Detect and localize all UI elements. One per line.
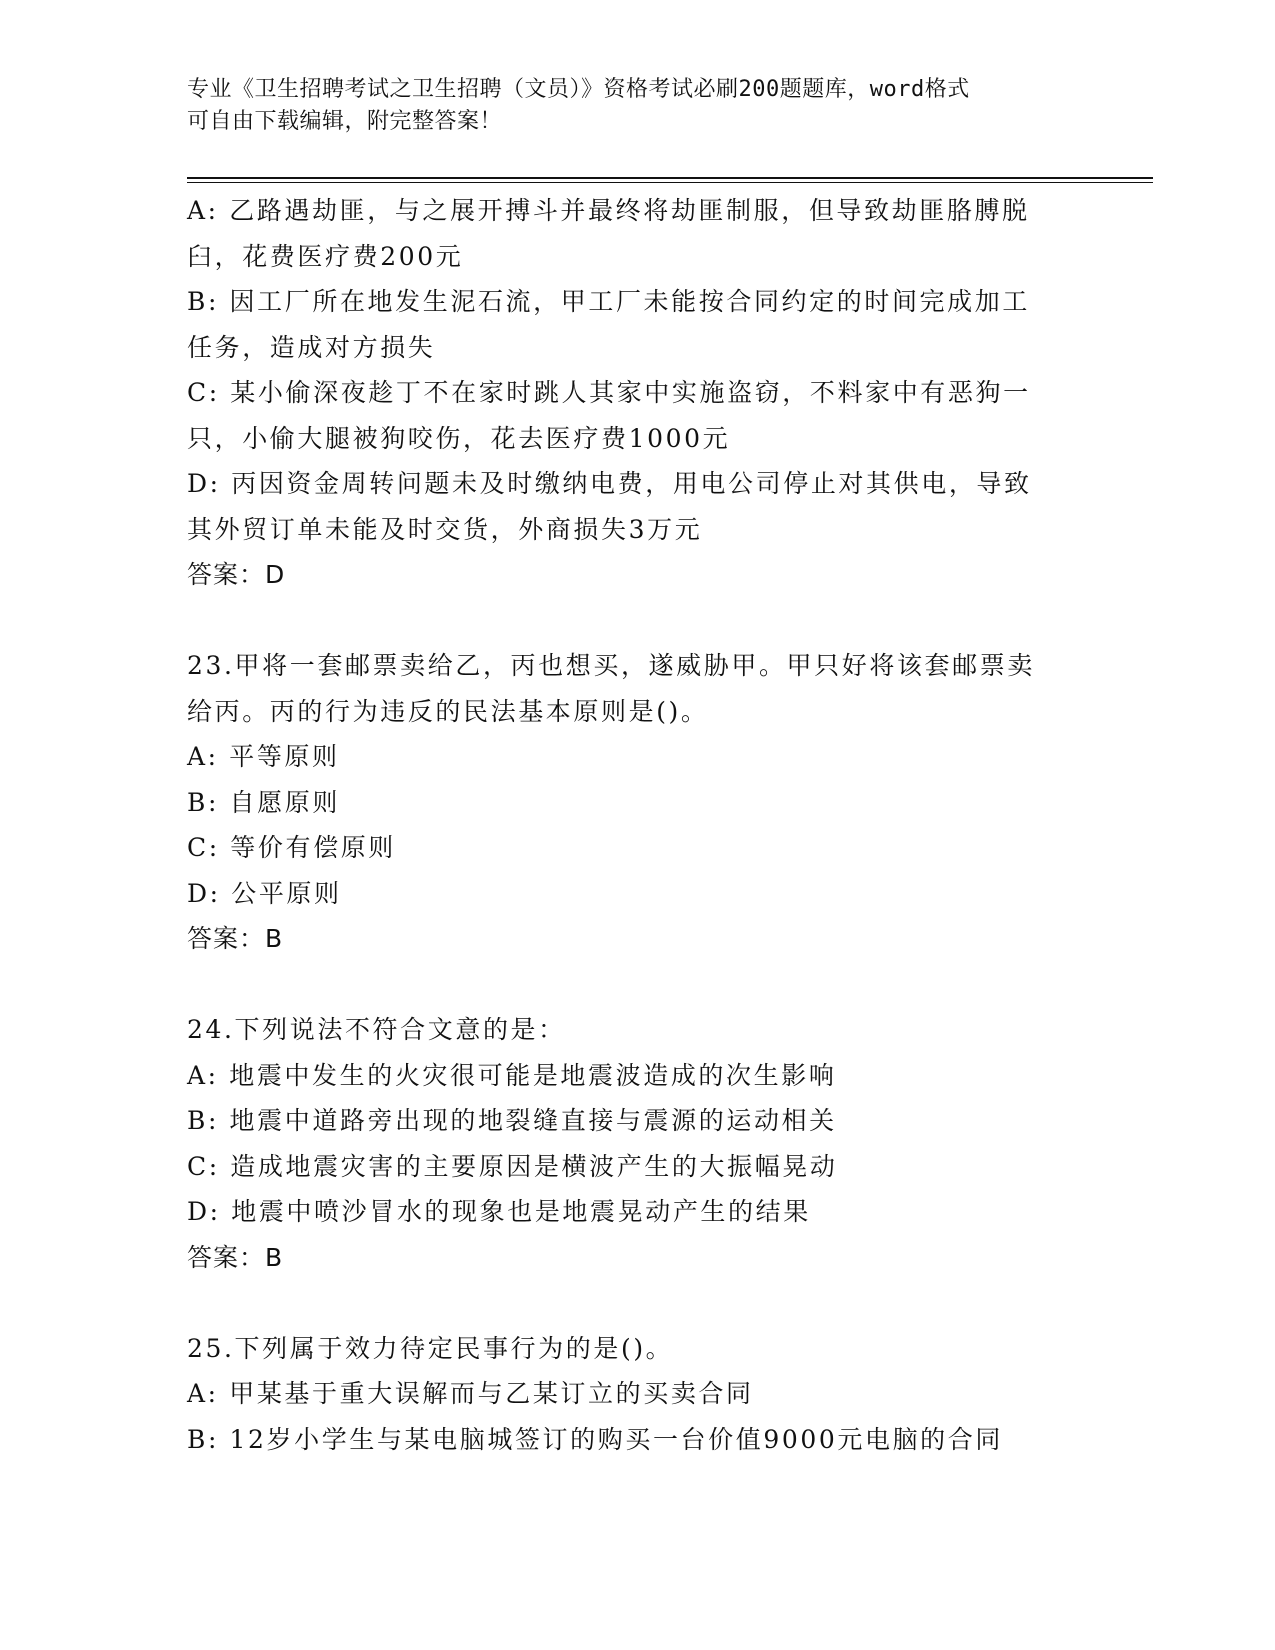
question-25-option-a: A: 甲某基于重大误解而与乙某订立的买卖合同: [187, 1379, 754, 1408]
option-c-line-1: C: 某小偷深夜趁丁不在家时跳人其家中实施盗窃，不料家中有恶狗一: [187, 378, 1031, 407]
answer-23: 答案：B: [187, 924, 284, 953]
question-22-options: [187, 188, 1067, 598]
question-25-option-b: B: 12岁小学生与某电脑城签订的购买一台价值9000元电脑的合同: [187, 1424, 1003, 1454]
option-b-line-1: B: 因工厂所在地发生泥石流，甲工厂未能按合同约定的时间完成加工: [187, 287, 1030, 316]
question-23-stem-line-2: 给丙。丙的行为违反的民法基本原则是()。: [187, 696, 709, 726]
option-d-line-1: D: 丙因资金周转问题未及时缴纳电费，用电公司停止对其供电，导致: [187, 469, 1032, 498]
question-25-stem: 25.下列属于效力待定民事行为的是()。: [187, 1333, 674, 1363]
question-24-option-a: A: 地震中发生的火灾很可能是地震波造成的次生影响: [187, 1060, 837, 1090]
header-line-2: 可自由下载编辑，附完整答案！: [187, 109, 503, 134]
option-a-line-2: 臼，花费医疗费200元: [187, 241, 464, 271]
question-24-option-b: B: 地震中道路旁出现的地裂缝直接与震源的运动相关: [187, 1106, 837, 1135]
question-content: [187, 188, 1067, 1462]
spacer: [187, 962, 1067, 1008]
option-d-line-2: 其外贸订单未能及时交货，外商损失3万元: [187, 514, 703, 544]
option-b-line-2: 任务，造成对方损失: [187, 332, 436, 362]
document-header: [187, 74, 1067, 138]
question-24-stem: 24.下列说法不符合文意的是：: [187, 1015, 566, 1044]
question-23: [187, 643, 1067, 962]
question-24: [187, 1007, 1067, 1280]
question-23-option-c: C: 等价有偿原则: [187, 833, 396, 862]
header-divider-thin: [187, 182, 1153, 183]
option-a-line-1: A: 乙路遇劫匪，与之展开搏斗并最终将劫匪制服，但导致劫匪胳膊脱: [187, 196, 1030, 225]
question-23-option-b: B: 自愿原则: [187, 787, 340, 817]
spacer: [187, 1280, 1067, 1326]
spacer: [187, 598, 1067, 644]
question-24-option-d: D: 地震中喷沙冒水的现象也是地震晃动产生的结果: [187, 1197, 811, 1226]
question-23-option-a: A: 平等原则: [187, 742, 340, 771]
header-line-1: 专业《卫生招聘考试之卫生招聘（文员）》资格考试必刷200题题库，word格式: [187, 77, 970, 102]
question-23-stem-line-1: 23.甲将一套邮票卖给乙，丙也想买，遂威胁甲。甲只好将该套邮票卖: [187, 651, 1035, 680]
answer-24: 答案：B: [187, 1242, 284, 1272]
question-25: [187, 1326, 1067, 1463]
question-24-option-c: C: 造成地震灾害的主要原因是横波产生的大振幅晃动: [187, 1151, 838, 1181]
option-c-line-2: 只，小偷大腿被狗咬伤，花去医疗费1000元: [187, 423, 731, 453]
question-23-option-d: D: 公平原则: [187, 878, 342, 908]
answer-22: 答案：D: [187, 560, 286, 589]
header-divider-thick: [187, 177, 1153, 179]
